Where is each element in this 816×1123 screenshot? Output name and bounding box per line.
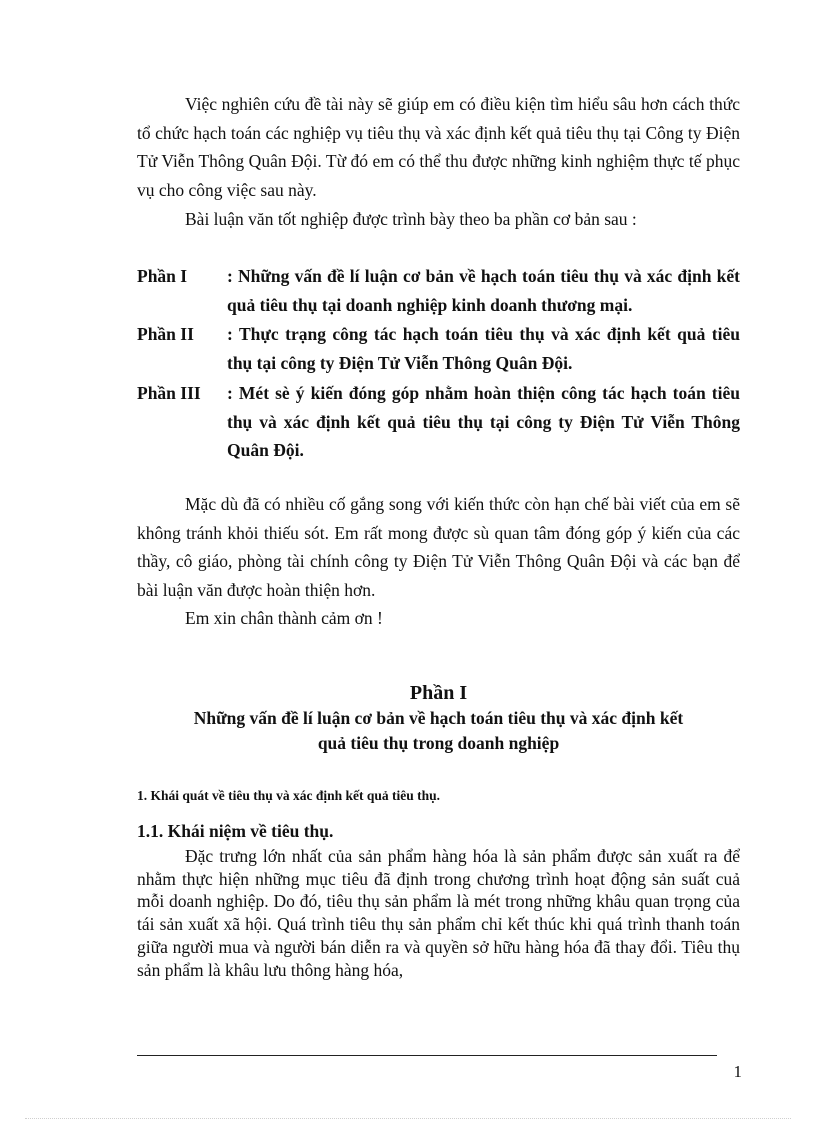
footer-rule bbox=[137, 1055, 717, 1056]
page-bottom-dotted-border bbox=[25, 1118, 791, 1119]
intro-outline-sentence: Bài luận văn tốt nghiệp được trình bày theo ba phần cơ bản sau : bbox=[185, 209, 637, 229]
section-body-paragraph: Đặc trưng lớn nhất của sản phẩm hàng hóa là sản phẩm được sản xuất ra để nhằm thực hiện những mục tiêu đã định trong chương trình hoạt động sản suất cuả mỗi doanh nghiệp. Do đó, tiêu thụ sản phẩm là mét trong những khâu quan trọng của tái sản xuất xã hội. Quá trình tiêu thụ sản phẩm chỉ kết thúc khi quá trình thanh toán giữa người mua và người bán diễn ra và quyền sở hữu hàng hóa đã thay đổi. Tiêu thụ sản phẩm là khâu lưu thông hàng hóa, bbox=[137, 846, 740, 980]
chapter-title: Phần I bbox=[409, 682, 468, 704]
part-label: Phần III bbox=[137, 383, 201, 403]
part-label: Phần I bbox=[137, 266, 188, 286]
part-item-3 bbox=[137, 379, 740, 465]
part-label: Phần II bbox=[137, 324, 194, 344]
section-heading-1: 1. Khái quát về tiêu thụ và xác định kết quả tiêu thụ. bbox=[137, 788, 441, 803]
thanks-line: Em xin chân thành cảm ơn ! bbox=[185, 608, 383, 628]
intro-paragraph: Việc nghiên cứu đề tài này sẽ giúp em có điều kiện tìm hiểu sâu hơn cách thức tổ chức hạch toán các nghiệp vụ tiêu thụ và xác định kết quả tiêu thụ tại Công ty Điện Tử Viễn Thông Quân Đội. Từ đó em có thể thu được những kinh nghiệm thực tế phục vụ cho công việc sau này. bbox=[137, 94, 740, 200]
part-description: : Mét sè ý kiến đóng góp nhằm hoàn thiện công tác hạch toán tiêu thụ và xác định kết quả tiêu thụ tại công ty Điện Tử Viễn Thông Quân Đội. bbox=[227, 383, 740, 460]
section-heading-1-1: 1.1. Khái niệm về tiêu thụ. bbox=[137, 821, 334, 841]
part-description: : Thực trạng công tác hạch toán tiêu thụ và xác định kết quả tiêu thụ tại công ty Điện Tử Viễn Thông Quân Đội. bbox=[227, 324, 740, 373]
part-item-1 bbox=[137, 262, 740, 319]
part-item-2 bbox=[137, 320, 740, 377]
closing-paragraph: Mặc dù đã có nhiều cố gắng song với kiến thức còn hạn chế bài viết của em sẽ không tránh khỏi thiếu sót. Em rất mong được sù quan tâm đóng góp ý kiến của các thầy, cô giáo, phòng tài chính công ty Điện Tử Viễn Thông Quân Đội và các bạn để bài luận văn được hoàn thiện hơn. bbox=[137, 494, 740, 600]
part-description: : Những vấn đề lí luận cơ bản về hạch toán tiêu thụ và xác định kết quả tiêu thụ tại doanh nghiệp kinh doanh thương mại. bbox=[227, 266, 740, 315]
chapter-subtitle-line1: Những vấn đề lí luận cơ bản về hạch toán tiêu thụ và xác định kết bbox=[193, 708, 684, 728]
page-number: 1 bbox=[733, 1062, 742, 1081]
chapter-subtitle-line2: quả tiêu thụ trong doanh nghiệp bbox=[317, 733, 560, 753]
